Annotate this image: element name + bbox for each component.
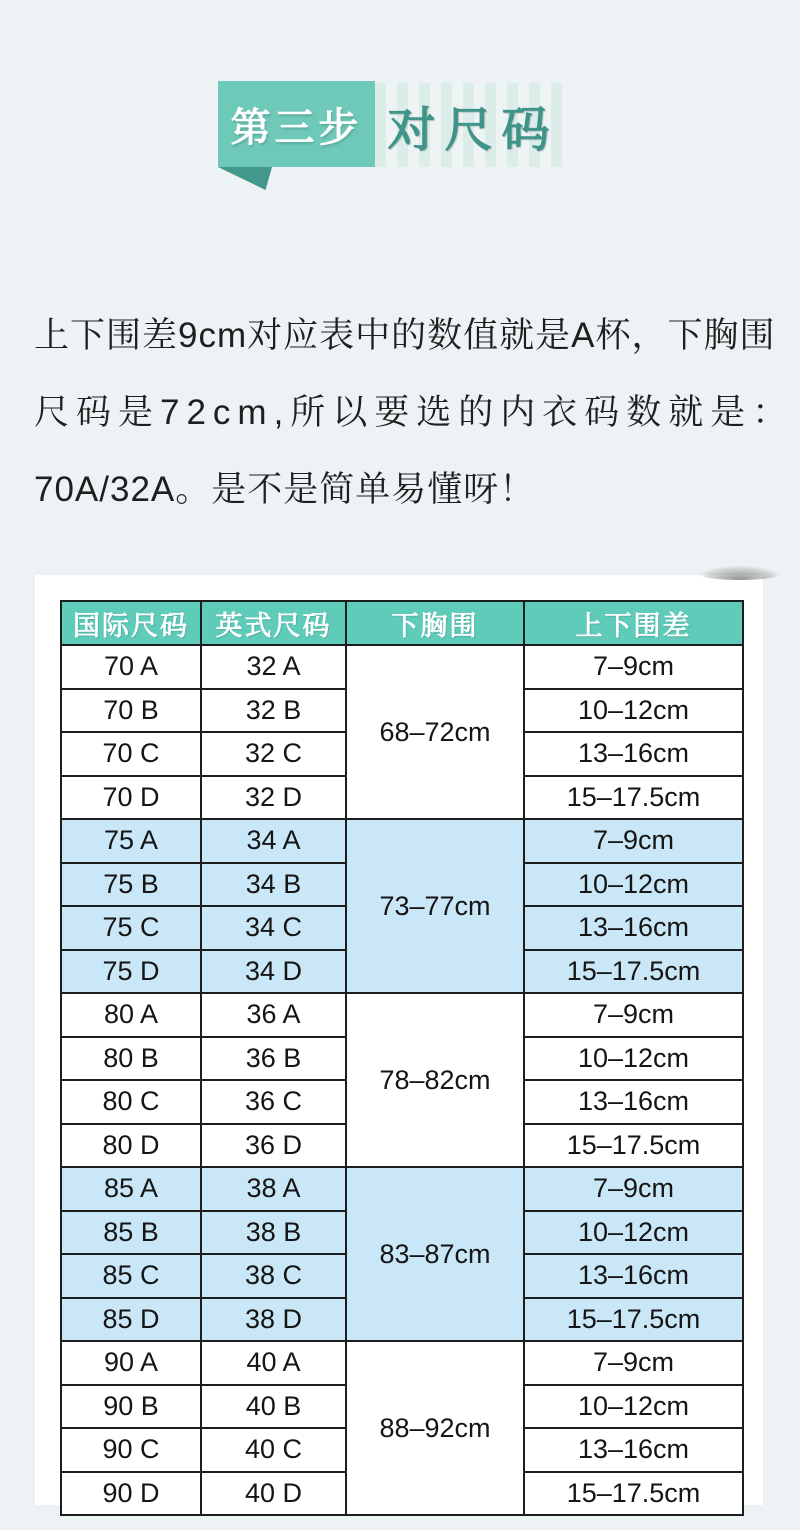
size-chart-card (35, 575, 763, 1508)
cell-intl-size: 75 B (61, 863, 201, 907)
cell-intl-size: 80 A (61, 993, 201, 1037)
cell-diff: 13–16cm (524, 1254, 743, 1298)
cell-diff: 13–16cm (524, 906, 743, 950)
cell-intl-size: 85 C (61, 1254, 201, 1298)
cell-intl-size: 70 B (61, 689, 201, 733)
cell-uk-size: 38 A (201, 1167, 346, 1211)
cell-intl-size: 85 A (61, 1167, 201, 1211)
cell-uk-size: 38 C (201, 1254, 346, 1298)
table-header-row (61, 601, 743, 645)
cell-uk-size: 32 D (201, 776, 346, 820)
paragraph-line: 上下围差9cm对应表中的数值就是A杯，下胸围 (34, 316, 776, 355)
cell-intl-size: 80 D (61, 1124, 201, 1168)
cell-intl-size: 85 B (61, 1211, 201, 1255)
cell-uk-size: 36 C (201, 1080, 346, 1124)
cell-diff: 15–17.5cm (524, 1298, 743, 1342)
header-diff: 上下围差 (524, 601, 743, 645)
cell-intl-size: 70 C (61, 732, 201, 776)
table-row (61, 1341, 743, 1385)
header-intl-size: 国际尺码 (61, 601, 201, 645)
page-curl-shadow (697, 566, 783, 580)
section-title: 对尺码 (387, 103, 559, 157)
cell-intl-size: 90 D (61, 1472, 201, 1516)
cell-uk-size: 38 B (201, 1211, 346, 1255)
paragraph-line: 70A/32A。是不是简单易懂呀！ (34, 470, 536, 509)
cell-diff: 15–17.5cm (524, 776, 743, 820)
cell-diff: 10–12cm (524, 1037, 743, 1081)
cell-uk-size: 40 A (201, 1341, 346, 1385)
cell-uk-size: 36 A (201, 993, 346, 1037)
cell-intl-size: 75 C (61, 906, 201, 950)
cell-diff: 10–12cm (524, 863, 743, 907)
cell-diff: 10–12cm (524, 1385, 743, 1429)
cell-intl-size: 90 C (61, 1428, 201, 1472)
cell-diff: 7–9cm (524, 645, 743, 689)
cell-underbust: 88–92cm (346, 1341, 524, 1515)
cell-intl-size: 75 D (61, 950, 201, 994)
table-row (61, 819, 743, 863)
cell-intl-size: 90 B (61, 1385, 201, 1429)
cell-intl-size: 90 A (61, 1341, 201, 1385)
cell-diff: 7–9cm (524, 993, 743, 1037)
cell-diff: 10–12cm (524, 1211, 743, 1255)
header-underbust: 下胸围 (346, 601, 524, 645)
cell-uk-size: 36 D (201, 1124, 346, 1168)
cell-underbust: 68–72cm (346, 645, 524, 819)
cell-uk-size: 34 C (201, 906, 346, 950)
cell-diff: 13–16cm (524, 1428, 743, 1472)
cell-intl-size: 75 A (61, 819, 201, 863)
cell-diff: 13–16cm (524, 1080, 743, 1124)
cell-diff: 13–16cm (524, 732, 743, 776)
step-badge (218, 81, 375, 167)
cell-diff: 7–9cm (524, 819, 743, 863)
cell-intl-size: 85 D (61, 1298, 201, 1342)
cell-uk-size: 34 A (201, 819, 346, 863)
header-uk-size: 英式尺码 (201, 601, 346, 645)
cell-uk-size: 40 D (201, 1472, 346, 1516)
table-row (61, 1167, 743, 1211)
cell-uk-size: 36 B (201, 1037, 346, 1081)
cell-diff: 7–9cm (524, 1167, 743, 1211)
cell-uk-size: 40 C (201, 1428, 346, 1472)
step-badge-label: 第三步 (230, 105, 363, 150)
cell-intl-size: 70 D (61, 776, 201, 820)
cell-underbust: 83–87cm (346, 1167, 524, 1341)
cell-diff: 15–17.5cm (524, 1472, 743, 1516)
cell-uk-size: 40 B (201, 1385, 346, 1429)
explanation-paragraph (34, 297, 795, 528)
step-badge-fold (218, 167, 272, 190)
table-row (61, 645, 743, 689)
table-row (61, 993, 743, 1037)
cell-uk-size: 32 C (201, 732, 346, 776)
cell-diff: 15–17.5cm (524, 950, 743, 994)
cell-underbust: 73–77cm (346, 819, 524, 993)
cell-diff: 10–12cm (524, 689, 743, 733)
cell-diff: 7–9cm (524, 1341, 743, 1385)
cell-uk-size: 32 A (201, 645, 346, 689)
size-table (60, 600, 744, 1516)
cell-diff: 15–17.5cm (524, 1124, 743, 1168)
paragraph-line: 尺码是72cm,所以要选的内衣码数就是： (34, 393, 795, 432)
cell-underbust: 78–82cm (346, 993, 524, 1167)
cell-uk-size: 38 D (201, 1298, 346, 1342)
cell-intl-size: 70 A (61, 645, 201, 689)
cell-intl-size: 80 B (61, 1037, 201, 1081)
cell-uk-size: 34 D (201, 950, 346, 994)
cell-uk-size: 32 B (201, 689, 346, 733)
cell-uk-size: 34 B (201, 863, 346, 907)
cell-intl-size: 80 C (61, 1080, 201, 1124)
